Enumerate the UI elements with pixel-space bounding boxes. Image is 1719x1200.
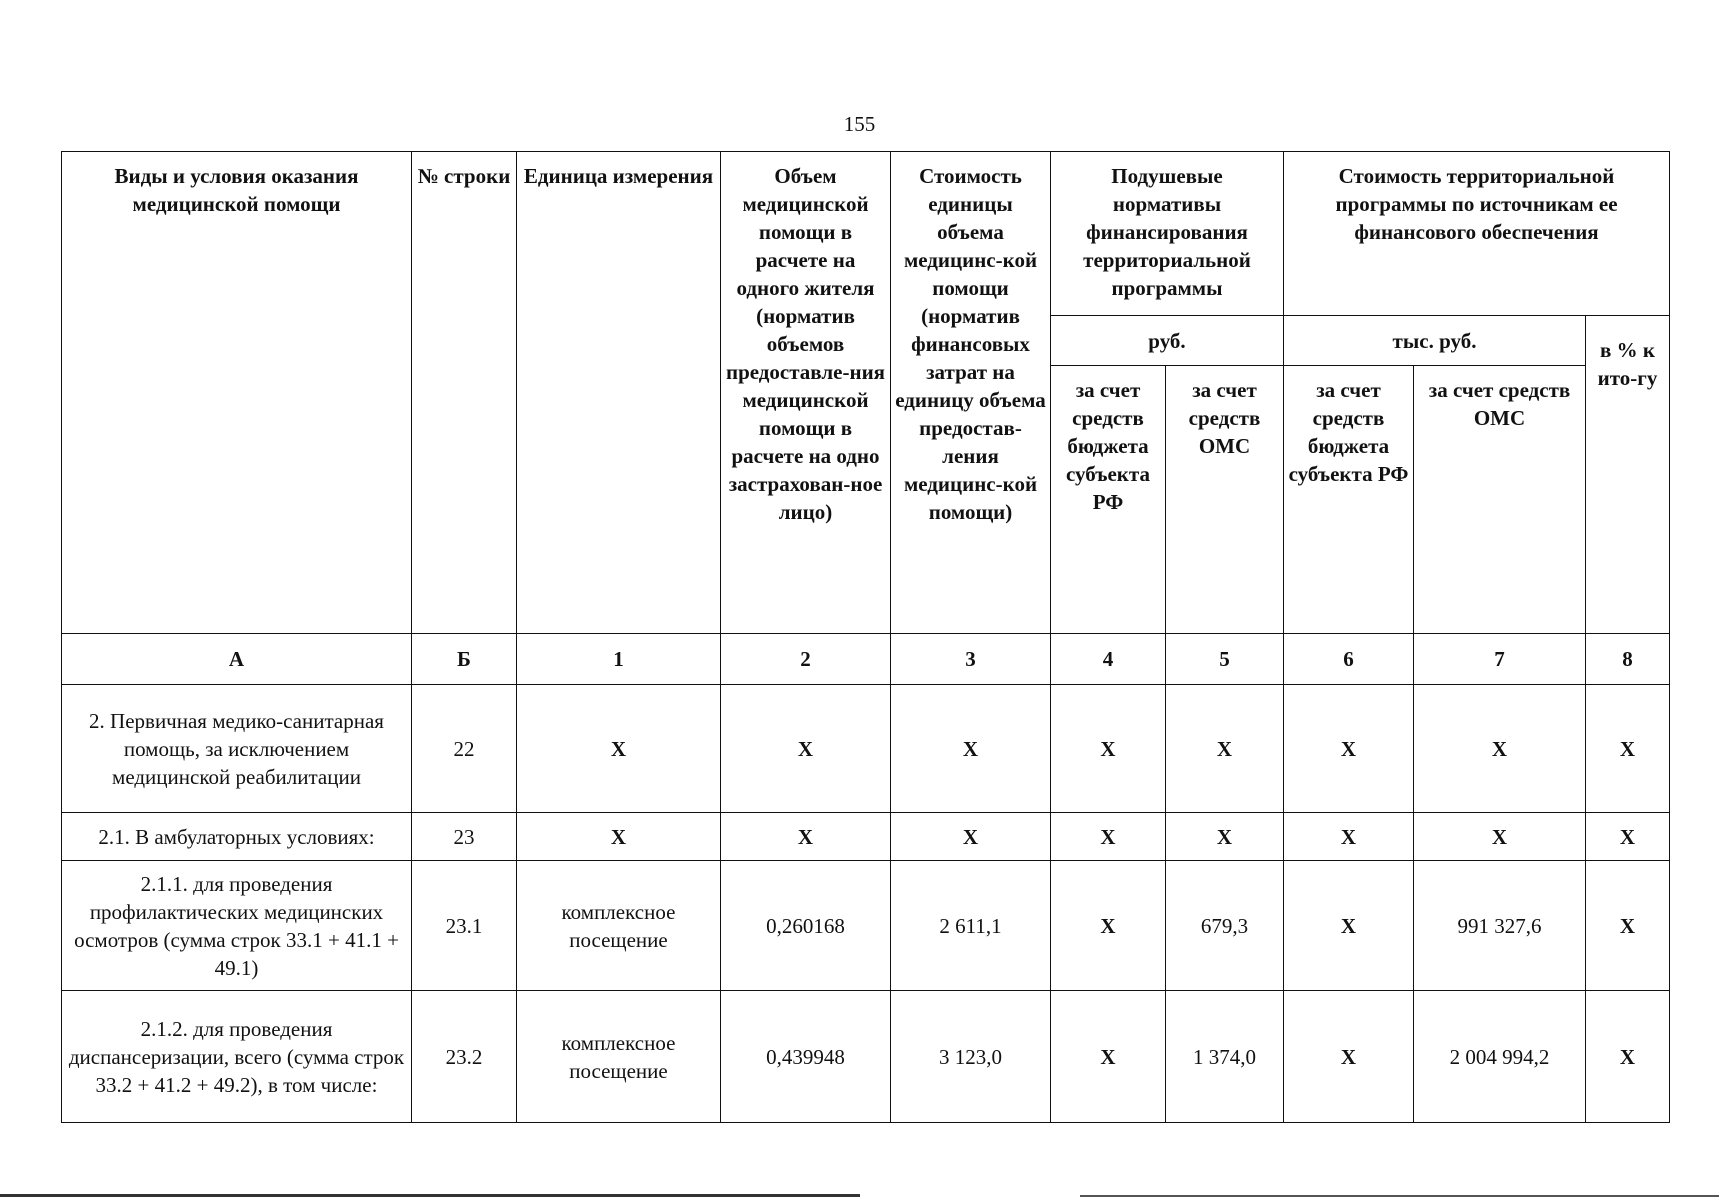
row-volume: 0,260168 <box>721 861 891 991</box>
row-unit-cost: 3 123,0 <box>891 991 1051 1123</box>
row-volume: Х <box>721 813 891 861</box>
row-volume: 0,439948 <box>721 991 891 1123</box>
row-line-number: 23 <box>412 813 517 861</box>
header-unit-rub: руб. <box>1051 316 1284 366</box>
row-unit: Х <box>517 685 721 813</box>
column-number-7: 7 <box>1414 634 1586 685</box>
row-oms-total: Х <box>1414 813 1586 861</box>
column-number-1: 1 <box>517 634 721 685</box>
table-row <box>62 991 1670 1123</box>
row-budget-per-capita: Х <box>1051 861 1166 991</box>
header-budget-per-capita: за счет средств бюджета субъекта РФ <box>1051 366 1166 634</box>
header-type-of-care: Виды и условия оказания медицинской помощи <box>62 152 412 634</box>
row-unit: комплексное посещение <box>517 991 721 1123</box>
row-unit-cost: 2 611,1 <box>891 861 1051 991</box>
column-number-5: 5 <box>1166 634 1284 685</box>
row-oms-total: 991 327,6 <box>1414 861 1586 991</box>
row-label: 2. Первичная медико-санитарная помощь, за исключением медицинской реабилитации <box>62 685 412 813</box>
table-row <box>62 813 1670 861</box>
row-percent: Х <box>1586 861 1670 991</box>
row-oms-per-capita: Х <box>1166 813 1284 861</box>
row-budget-per-capita: Х <box>1051 685 1166 813</box>
row-oms-per-capita: 679,3 <box>1166 861 1284 991</box>
column-number-2: 2 <box>721 634 891 685</box>
header-percent-of-total: в % к ито-гу <box>1586 316 1670 634</box>
column-number-6: 6 <box>1284 634 1414 685</box>
row-percent: Х <box>1586 991 1670 1123</box>
row-unit-cost: Х <box>891 813 1051 861</box>
row-budget-per-capita: Х <box>1051 991 1166 1123</box>
row-line-number: 22 <box>412 685 517 813</box>
header-unit-thous-rub: тыс. руб. <box>1284 316 1586 366</box>
row-budget-total: Х <box>1284 861 1414 991</box>
row-budget-per-capita: Х <box>1051 813 1166 861</box>
header-line-number: № строки <box>412 152 517 634</box>
scan-edge-line <box>1080 1195 1719 1197</box>
row-unit-cost: Х <box>891 685 1051 813</box>
row-oms-total: Х <box>1414 685 1586 813</box>
row-line-number: 23.1 <box>412 861 517 991</box>
row-unit: комплексное посещение <box>517 861 721 991</box>
header-program-cost-group: Стоимость территориальной программы по источникам ее финансового обеспечения <box>1284 152 1670 316</box>
row-budget-total: Х <box>1284 991 1414 1123</box>
row-volume: Х <box>721 685 891 813</box>
row-label: 2.1.2. для проведения диспансеризации, всего (сумма строк 33.2 + 41.2 + 49.2), в том числе: <box>62 991 412 1123</box>
row-label: 2.1.1. для проведения профилактических медицинских осмотров (сумма строк 33.1 + 41.1 + 49.1) <box>62 861 412 991</box>
row-line-number: 23.2 <box>412 991 517 1123</box>
header-unit: Единица измерения <box>517 152 721 634</box>
header-budget-total: за счет средств бюджета субъекта РФ <box>1284 366 1414 634</box>
row-unit: Х <box>517 813 721 861</box>
program-cost-table <box>61 151 1670 1123</box>
header-unit-cost: Стоимость единицы объема медицинс-кой помощи (норматив финансовых затрат на единицу объема предостав-ления медицинс-кой помощи) <box>891 152 1051 634</box>
row-label: 2.1. В амбулаторных условиях: <box>62 813 412 861</box>
row-budget-total: Х <box>1284 685 1414 813</box>
column-number-a: А <box>62 634 412 685</box>
row-oms-total: 2 004 994,2 <box>1414 991 1586 1123</box>
header-volume: Объем медицинской помощи в расчете на одного жителя (норматив объемов предоставле-ния медицинской помощи в расчете на одно застрахован-ное лицо) <box>721 152 891 634</box>
row-budget-total: Х <box>1284 813 1414 861</box>
column-number-8: 8 <box>1586 634 1670 685</box>
row-percent: Х <box>1586 685 1670 813</box>
row-oms-per-capita: Х <box>1166 685 1284 813</box>
column-number-b: Б <box>412 634 517 685</box>
row-oms-per-capita: 1 374,0 <box>1166 991 1284 1123</box>
header-per-capita-group: Подушевые нормативы финансирования территориальной программы <box>1051 152 1284 316</box>
page-number: 155 <box>843 112 876 136</box>
scan-edge-line <box>0 1194 860 1197</box>
column-number-3: 3 <box>891 634 1051 685</box>
column-number-4: 4 <box>1051 634 1166 685</box>
header-oms-per-capita: за счет средств ОМС <box>1166 366 1284 634</box>
header-oms-total: за счет средств ОМС <box>1414 366 1586 634</box>
table-row <box>62 685 1670 813</box>
row-percent: Х <box>1586 813 1670 861</box>
table-row <box>62 861 1670 991</box>
